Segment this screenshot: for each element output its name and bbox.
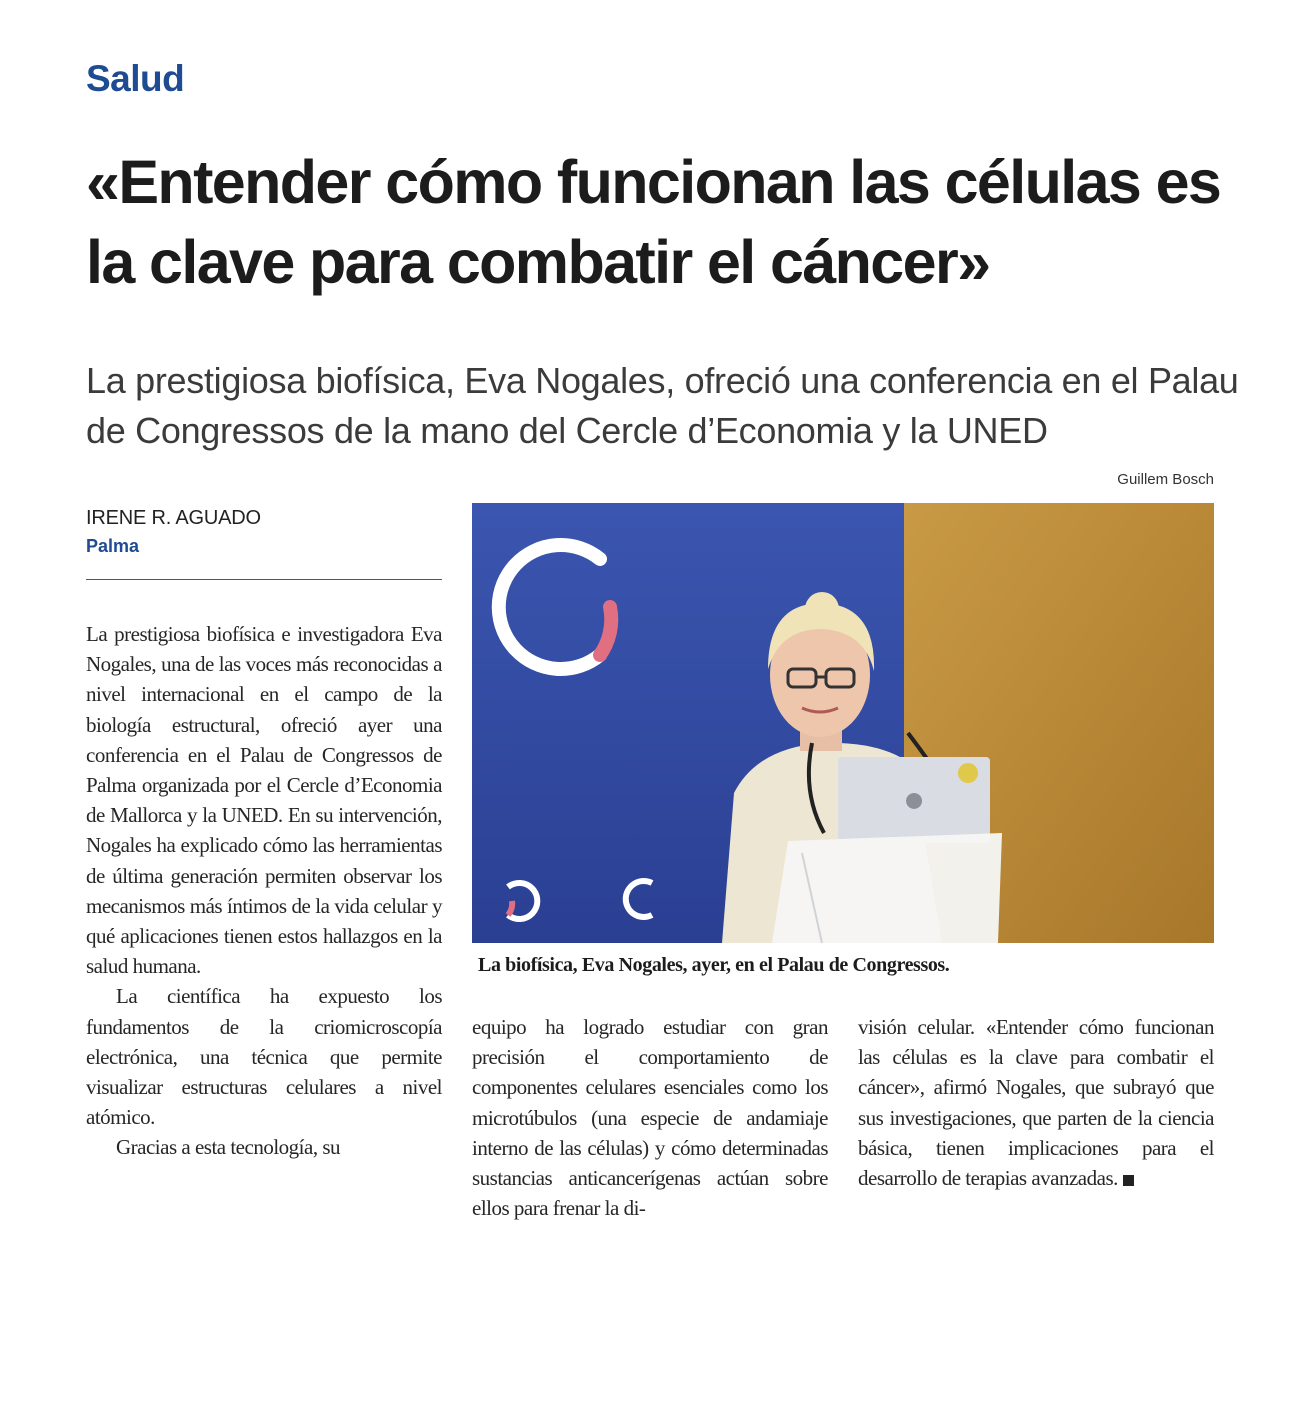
section-label: Salud (86, 58, 185, 99)
byline-divider (86, 579, 442, 580)
headline: «Entender cómo funcionan las células es la clave para combatir el cáncer» (86, 148, 1221, 296)
paragraph-3-start: Gracias a esta tecnología, su (116, 1135, 340, 1160)
paragraph-3-end (858, 1012, 1214, 1193)
banner-line-2: d’Economia (948, 1243, 1110, 1279)
banner-small-text-2: els Premis del Cercle (1144, 1388, 1190, 1408)
banner-line-3: de Mallorca (948, 1284, 1107, 1320)
paragraph-3-end-text: visión celular. «Entender cómo funcionan las células es la clave para combatir el cáncer», afirmó Nogales, que subrayó que sus investigaciones, que parten de la ciencia básica, tienen implicaciones para el desarrollo de terapias avanzadas. (858, 1015, 1214, 1191)
paragraph-3-continued: equipo ha logrado estudiar con gran precisión el comportamiento de componentes celulares esenciales como los microtúbulos (una especie de andamiaje interno de las células) y cómo determinadas sustancias anticancerígenas actúan sobre ellos para frenar la di- (472, 1015, 828, 1221)
lectern (772, 833, 1002, 943)
paragraph-1: La prestigiosa biofísica e investigadora Eva Nogales, una de las voces más reconocidas a nivel internacional en el campo de la biología estructural, ofreció ayer una conferencia en el Palau de Congressos de Palma organizada por el Cercle d’Economia de Mallorca y la UNED. En su intervención, Nogales ha explicado cómo las herramientas de última generación permiten observar los mecanismos más íntimos de la vida celular y qué aplicaciones tienen estos hallazgos en la salud humana. (86, 622, 442, 979)
end-of-article-mark (1123, 1175, 1134, 1186)
banner-small-text-1: les Conferencies del Cercle (994, 1393, 1067, 1413)
apple-logo-icon (906, 793, 922, 809)
banner-line-4: el Cercle (948, 1325, 1072, 1361)
byline-location: Palma (86, 536, 140, 556)
paragraph-2: La científica ha expuesto los fundamentos de la criomicroscopía electrónica, una técnica que permite visualizar estructuras celulares a nivel atómico. (86, 984, 442, 1130)
banner-line-1: Cercle (948, 1203, 1035, 1239)
article-column-3 (858, 1012, 1214, 1193)
photo-scene (472, 503, 1214, 943)
photo-credit: Guillem Bosch (1117, 471, 1214, 488)
subheadline: La prestigiosa biofísica, Eva Nogales, ofreció una conferencia en el Palau de Congressos de la mano del Cercle d’Economia y la UNED (86, 360, 1239, 451)
photo-caption: La biofísica, Eva Nogales, ayer, en el Palau de Congressos. (478, 954, 950, 976)
article-column-2 (472, 1012, 828, 1223)
sticker-icon (958, 763, 978, 783)
article-column-1 (86, 619, 442, 1163)
byline-author: IRENE R. AGUADO (86, 507, 261, 529)
